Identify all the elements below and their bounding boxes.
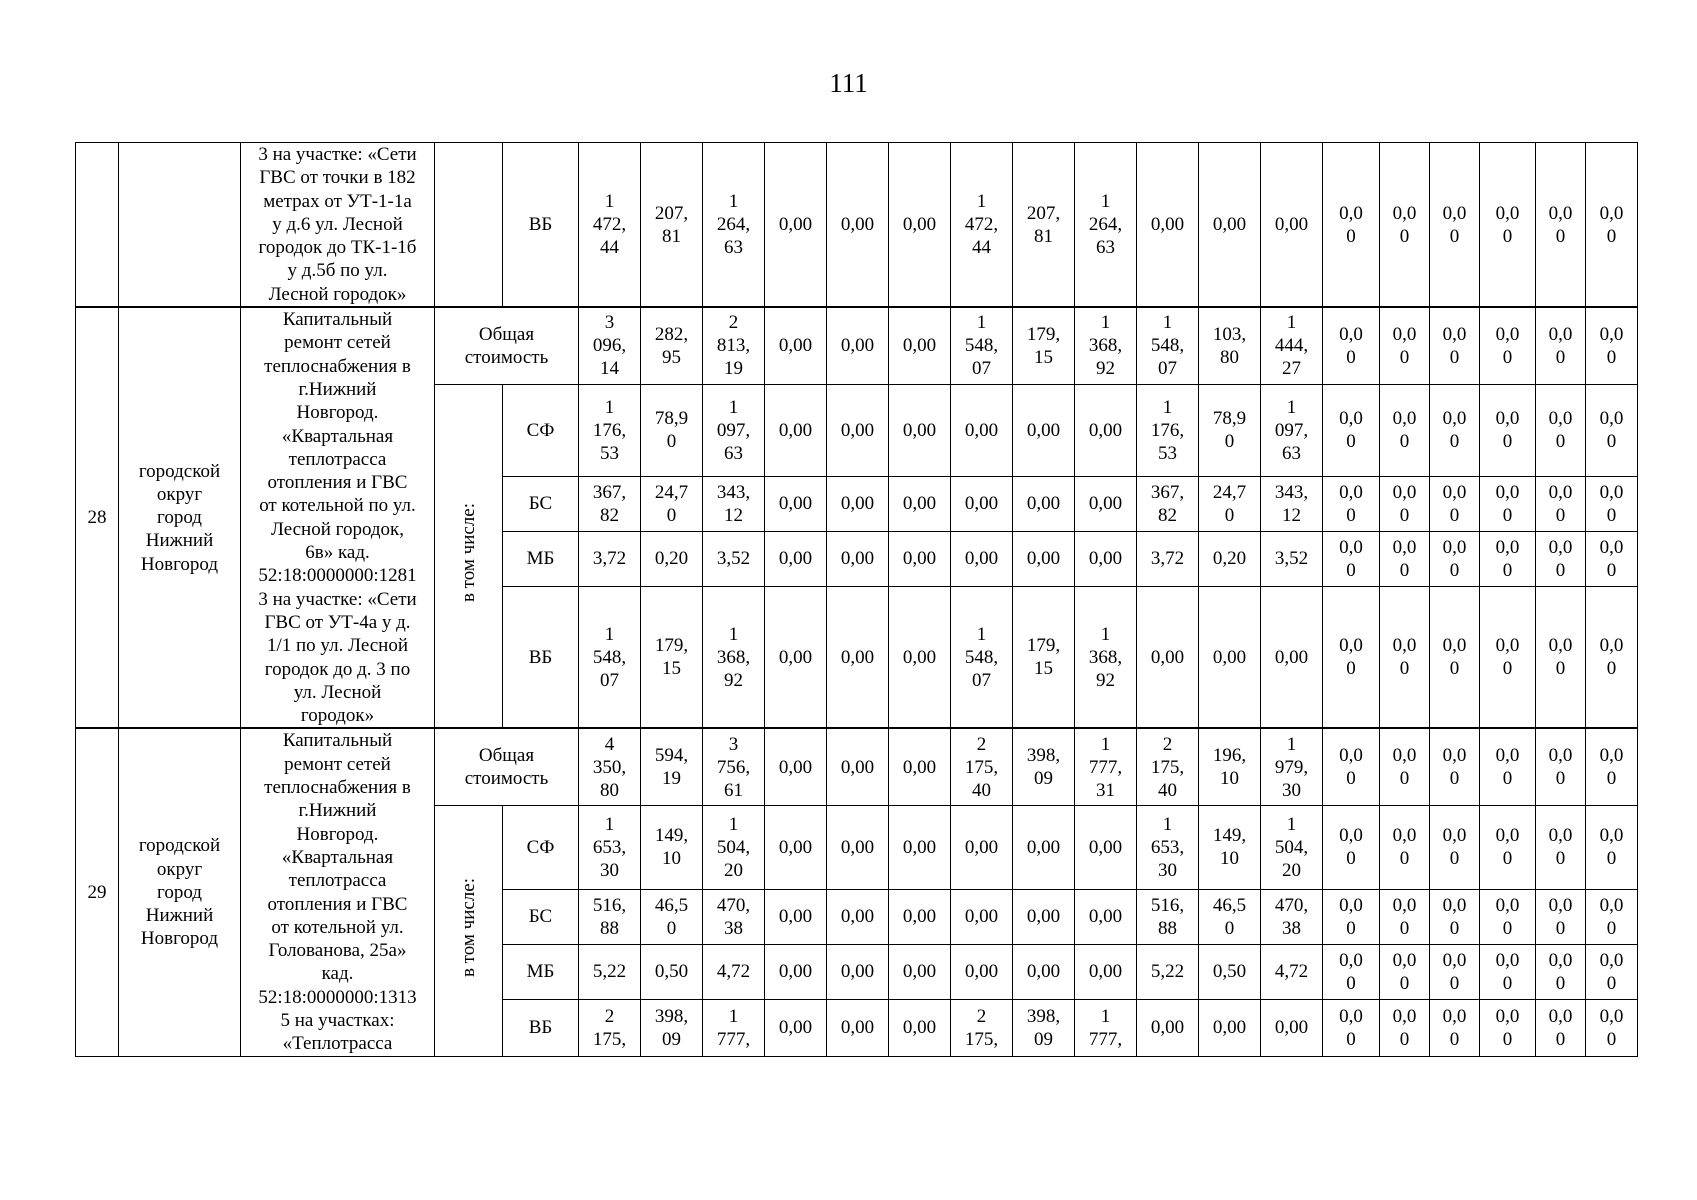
value-cell: 0,0 0 (1586, 476, 1638, 531)
value-cell: 0,00 (765, 889, 827, 944)
funding-source-cell: БС (503, 476, 579, 531)
value-cell: 1 472, 44 (579, 143, 641, 308)
value-cell: 0,00 (827, 531, 889, 586)
value-cell: 196, 10 (1199, 728, 1261, 805)
value-cell: 0,0 0 (1586, 307, 1638, 384)
value-cell: 0,0 0 (1380, 531, 1430, 586)
value-cell: 0,0 0 (1380, 307, 1430, 384)
value-cell: 0,00 (889, 889, 951, 944)
value-cell: 0,00 (1013, 889, 1075, 944)
value-cell: 1 368, 92 (703, 586, 765, 728)
value-cell: 0,00 (951, 805, 1013, 889)
value-cell: 46,5 0 (641, 889, 703, 944)
value-cell: 0,0 0 (1380, 476, 1430, 531)
value-cell: 0,20 (641, 531, 703, 586)
value-cell: 1 472, 44 (951, 143, 1013, 308)
value-cell: 594, 19 (641, 728, 703, 805)
value-cell: 470, 38 (1261, 889, 1323, 944)
value-cell: 0,0 0 (1480, 805, 1536, 889)
value-cell: 0,0 0 (1480, 476, 1536, 531)
value-cell: 0,0 0 (1480, 143, 1536, 308)
value-cell: 1 548, 07 (951, 586, 1013, 728)
value-cell: 0,0 0 (1536, 889, 1586, 944)
object-description-cell: 3 на участке: «Сети ГВС от точки в 182 метрах от УТ-1-1а у д.6 ул. Лесной городок до ТК-1-1б у д.5б по ул. Лесной городок» (241, 143, 435, 308)
value-cell: 470, 38 (703, 889, 765, 944)
value-cell: 1 176, 53 (1137, 384, 1199, 476)
table-row (76, 143, 1638, 308)
value-cell: 0,00 (1075, 476, 1137, 531)
value-cell: 0,00 (1199, 143, 1261, 308)
value-cell: 0,50 (1199, 944, 1261, 999)
value-cell: 0,0 0 (1380, 728, 1430, 805)
value-cell: 0,00 (1013, 944, 1075, 999)
value-cell: 0,0 0 (1380, 586, 1430, 728)
value-cell: 0,00 (765, 307, 827, 384)
value-cell: 3,52 (703, 531, 765, 586)
value-cell: 0,00 (951, 531, 1013, 586)
value-cell: 0,0 0 (1536, 805, 1586, 889)
funding-source-cell: ВБ (503, 586, 579, 728)
value-cell: 2 175, (579, 999, 641, 1056)
value-cell: 0,0 0 (1430, 384, 1480, 476)
value-cell: 3,52 (1261, 531, 1323, 586)
object-description-cell: Капитальный ремонт сетей теплоснабжения в г.Нижний Новгород. «Квартальная теплотрасса отопления и ГВС от котельной ул. Голованова, 25а» кад. 52:18:0000000:1313 5 на участках: «Теплотрасса (241, 728, 435, 1056)
value-cell: 0,00 (889, 531, 951, 586)
value-cell: 78,9 0 (641, 384, 703, 476)
value-cell: 0,0 0 (1480, 586, 1536, 728)
value-cell: 0,0 0 (1480, 999, 1536, 1056)
including-label: в том числе: (458, 503, 479, 603)
value-cell: 0,00 (1261, 999, 1323, 1056)
value-cell: 1 368, 92 (1075, 307, 1137, 384)
value-cell: 0,0 0 (1480, 531, 1536, 586)
value-cell: 1 444, 27 (1261, 307, 1323, 384)
value-cell: 398, 09 (1013, 728, 1075, 805)
value-cell: 1 548, 07 (579, 586, 641, 728)
value-cell: 0,0 0 (1380, 944, 1430, 999)
value-cell: 5,22 (579, 944, 641, 999)
funding-source-cell: ВБ (503, 999, 579, 1056)
value-cell: 0,0 0 (1480, 307, 1536, 384)
value-cell: 0,0 0 (1430, 728, 1480, 805)
value-cell: 0,00 (827, 999, 889, 1056)
district-cell: городской округ город Нижний Новгород (119, 728, 241, 1056)
value-cell: 3 756, 61 (703, 728, 765, 805)
total-cost-label: Общая стоимость (435, 728, 579, 805)
value-cell: 0,0 0 (1380, 889, 1430, 944)
funding-source-cell: СФ (503, 805, 579, 889)
value-cell: 0,0 0 (1323, 944, 1380, 999)
value-cell: 0,50 (641, 944, 703, 999)
value-cell: 0,0 0 (1323, 476, 1380, 531)
value-cell: 1 368, 92 (1075, 586, 1137, 728)
value-cell: 0,0 0 (1536, 384, 1586, 476)
value-cell: 0,00 (889, 944, 951, 999)
value-cell: 0,00 (1013, 476, 1075, 531)
value-cell: 0,00 (827, 889, 889, 944)
value-cell: 0,0 0 (1380, 805, 1430, 889)
value-cell: 3,72 (1137, 531, 1199, 586)
value-cell: 2 813, 19 (703, 307, 765, 384)
value-cell: 0,00 (827, 384, 889, 476)
value-cell: 0,00 (889, 999, 951, 1056)
value-cell: 0,0 0 (1586, 531, 1638, 586)
value-cell: 0,00 (1075, 889, 1137, 944)
value-cell: 0,00 (765, 805, 827, 889)
value-cell: 0,0 0 (1430, 586, 1480, 728)
value-cell: 149, 10 (1199, 805, 1261, 889)
value-cell: 1 264, 63 (1075, 143, 1137, 308)
value-cell: 0,00 (1261, 143, 1323, 308)
value-cell: 0,0 0 (1323, 384, 1380, 476)
value-cell: 179, 15 (1013, 586, 1075, 728)
row-number-cell (76, 143, 119, 308)
funding-source-cell: МБ (503, 531, 579, 586)
district-cell: городской округ город Нижний Новгород (119, 307, 241, 728)
value-cell: 4 350, 80 (579, 728, 641, 805)
table-row (76, 728, 1638, 805)
value-cell: 0,00 (889, 307, 951, 384)
value-cell: 343, 12 (1261, 476, 1323, 531)
value-cell: 0,0 0 (1430, 805, 1480, 889)
value-cell: 0,00 (889, 805, 951, 889)
page-number: 111 (829, 68, 868, 98)
value-cell: 0,0 0 (1380, 999, 1430, 1056)
value-cell: 0,00 (1075, 384, 1137, 476)
value-cell: 0,00 (1075, 944, 1137, 999)
value-cell: 0,0 0 (1323, 805, 1380, 889)
value-cell: 0,0 0 (1323, 531, 1380, 586)
value-cell: 0,00 (1261, 586, 1323, 728)
funding-source-cell: ВБ (503, 143, 579, 308)
value-cell: 0,0 0 (1586, 384, 1638, 476)
value-cell: 0,00 (765, 944, 827, 999)
value-cell: 0,0 0 (1323, 586, 1380, 728)
value-cell: 0,0 0 (1430, 476, 1480, 531)
value-cell: 103, 80 (1199, 307, 1261, 384)
value-cell: 0,00 (1075, 531, 1137, 586)
value-cell: 0,00 (1137, 586, 1199, 728)
value-cell: 1 264, 63 (703, 143, 765, 308)
value-cell: 0,00 (765, 586, 827, 728)
value-cell: 0,00 (951, 384, 1013, 476)
value-cell: 0,00 (1075, 805, 1137, 889)
value-cell: 0,00 (889, 143, 951, 308)
value-cell: 0,0 0 (1430, 999, 1480, 1056)
value-cell: 0,00 (1199, 999, 1261, 1056)
row-number-cell: 29 (76, 728, 119, 1056)
value-cell: 179, 15 (1013, 307, 1075, 384)
value-cell: 46,5 0 (1199, 889, 1261, 944)
value-cell: 1 097, 63 (703, 384, 765, 476)
value-cell: 398, 09 (1013, 999, 1075, 1056)
value-cell: 2 175, 40 (951, 728, 1013, 805)
value-cell: 343, 12 (703, 476, 765, 531)
value-cell: 2 175, 40 (1137, 728, 1199, 805)
value-cell: 1 548, 07 (951, 307, 1013, 384)
value-cell: 0,0 0 (1430, 531, 1480, 586)
value-cell: 1 097, 63 (1261, 384, 1323, 476)
value-cell: 0,00 (765, 728, 827, 805)
value-cell: 207, 81 (641, 143, 703, 308)
value-cell: 0,0 0 (1430, 889, 1480, 944)
value-cell: 2 175, (951, 999, 1013, 1056)
value-cell: 0,0 0 (1586, 944, 1638, 999)
value-cell: 0,00 (889, 728, 951, 805)
value-cell: 0,00 (765, 384, 827, 476)
value-cell: 0,0 0 (1480, 384, 1536, 476)
value-cell: 0,00 (951, 476, 1013, 531)
value-cell: 0,0 0 (1586, 586, 1638, 728)
value-cell: 1 504, 20 (703, 805, 765, 889)
value-cell: 0,00 (889, 384, 951, 476)
value-cell: 3 096, 14 (579, 307, 641, 384)
value-cell: 0,0 0 (1586, 999, 1638, 1056)
value-cell: 0,0 0 (1536, 476, 1586, 531)
value-cell: 0,00 (1013, 805, 1075, 889)
value-cell: 367, 82 (1137, 476, 1199, 531)
value-cell: 0,00 (1199, 586, 1261, 728)
value-cell: 516, 88 (579, 889, 641, 944)
spacer-cell (435, 143, 503, 308)
value-cell: 24,7 0 (1199, 476, 1261, 531)
value-cell: 0,0 0 (1380, 143, 1430, 308)
value-cell: 0,0 0 (1323, 999, 1380, 1056)
value-cell: 24,7 0 (641, 476, 703, 531)
value-cell: 0,0 0 (1586, 143, 1638, 308)
value-cell: 0,0 0 (1430, 944, 1480, 999)
value-cell: 5,22 (1137, 944, 1199, 999)
value-cell: 516, 88 (1137, 889, 1199, 944)
value-cell: 0,0 0 (1536, 143, 1586, 308)
value-cell: 179, 15 (641, 586, 703, 728)
value-cell: 0,0 0 (1323, 728, 1380, 805)
object-description-cell: Капитальный ремонт сетей теплоснабжения в г.Нижний Новгород. «Квартальная теплотрасса отопления и ГВС от котельной по ул. Лесной городок, 6в» кад. 52:18:0000000:1281 3 на участке: «Сети ГВС от УТ-4а у д. 1/1 по ул. Лесной городок до д. 3 по ул. Лесной городок» (241, 307, 435, 728)
value-cell: 0,0 0 (1430, 307, 1480, 384)
value-cell: 0,00 (889, 476, 951, 531)
including-label-cell (435, 384, 503, 728)
including-label: в том числе: (458, 878, 479, 978)
value-cell: 0,00 (1013, 384, 1075, 476)
value-cell: 0,0 0 (1586, 728, 1638, 805)
value-cell: 0,00 (827, 476, 889, 531)
value-cell: 0,00 (951, 889, 1013, 944)
value-cell: 0,00 (827, 143, 889, 308)
table-row (76, 307, 1638, 384)
value-cell: 1 979, 30 (1261, 728, 1323, 805)
value-cell: 0,00 (889, 586, 951, 728)
value-cell: 3,72 (579, 531, 641, 586)
value-cell: 0,0 0 (1586, 805, 1638, 889)
value-cell: 0,0 0 (1480, 728, 1536, 805)
district-cell (119, 143, 241, 308)
row-number-cell: 28 (76, 307, 119, 728)
value-cell: 4,72 (1261, 944, 1323, 999)
value-cell: 0,0 0 (1586, 889, 1638, 944)
funding-source-cell: БС (503, 889, 579, 944)
value-cell: 0,0 0 (1323, 889, 1380, 944)
value-cell: 0,0 0 (1430, 143, 1480, 308)
value-cell: 0,20 (1199, 531, 1261, 586)
value-cell: 0,0 0 (1480, 889, 1536, 944)
value-cell: 0,0 0 (1536, 586, 1586, 728)
value-cell: 0,00 (827, 728, 889, 805)
value-cell: 0,0 0 (1536, 944, 1586, 999)
capital-repair-table (75, 142, 1638, 1057)
value-cell: 0,0 0 (1536, 728, 1586, 805)
value-cell: 0,0 0 (1380, 384, 1430, 476)
funding-source-cell: СФ (503, 384, 579, 476)
value-cell: 0,00 (827, 307, 889, 384)
value-cell: 0,0 0 (1536, 999, 1586, 1056)
value-cell: 1 548, 07 (1137, 307, 1199, 384)
value-cell: 0,00 (765, 999, 827, 1056)
value-cell: 0,0 0 (1323, 307, 1380, 384)
including-label-cell (435, 805, 503, 1056)
value-cell: 398, 09 (641, 999, 703, 1056)
value-cell: 1 504, 20 (1261, 805, 1323, 889)
value-cell: 0,00 (765, 531, 827, 586)
value-cell: 0,00 (827, 586, 889, 728)
value-cell: 0,00 (951, 944, 1013, 999)
value-cell: 1 653, 30 (579, 805, 641, 889)
value-cell: 0,00 (827, 944, 889, 999)
value-cell: 0,0 0 (1536, 531, 1586, 586)
value-cell: 0,00 (765, 143, 827, 308)
funding-source-cell: МБ (503, 944, 579, 999)
value-cell: 0,00 (1013, 531, 1075, 586)
value-cell: 4,72 (703, 944, 765, 999)
value-cell: 0,00 (765, 476, 827, 531)
value-cell: 78,9 0 (1199, 384, 1261, 476)
value-cell: 367, 82 (579, 476, 641, 531)
total-cost-label: Общая стоимость (435, 307, 579, 384)
value-cell: 1 777, 31 (1075, 728, 1137, 805)
value-cell: 149, 10 (641, 805, 703, 889)
value-cell: 1 777, (703, 999, 765, 1056)
value-cell: 207, 81 (1013, 143, 1075, 308)
value-cell: 0,00 (1137, 999, 1199, 1056)
value-cell: 282, 95 (641, 307, 703, 384)
value-cell: 0,0 0 (1323, 143, 1380, 308)
value-cell: 0,00 (827, 805, 889, 889)
value-cell: 1 653, 30 (1137, 805, 1199, 889)
value-cell: 1 176, 53 (579, 384, 641, 476)
value-cell: 0,0 0 (1536, 307, 1586, 384)
value-cell: 1 777, (1075, 999, 1137, 1056)
value-cell: 0,0 0 (1480, 944, 1536, 999)
value-cell: 0,00 (1137, 143, 1199, 308)
